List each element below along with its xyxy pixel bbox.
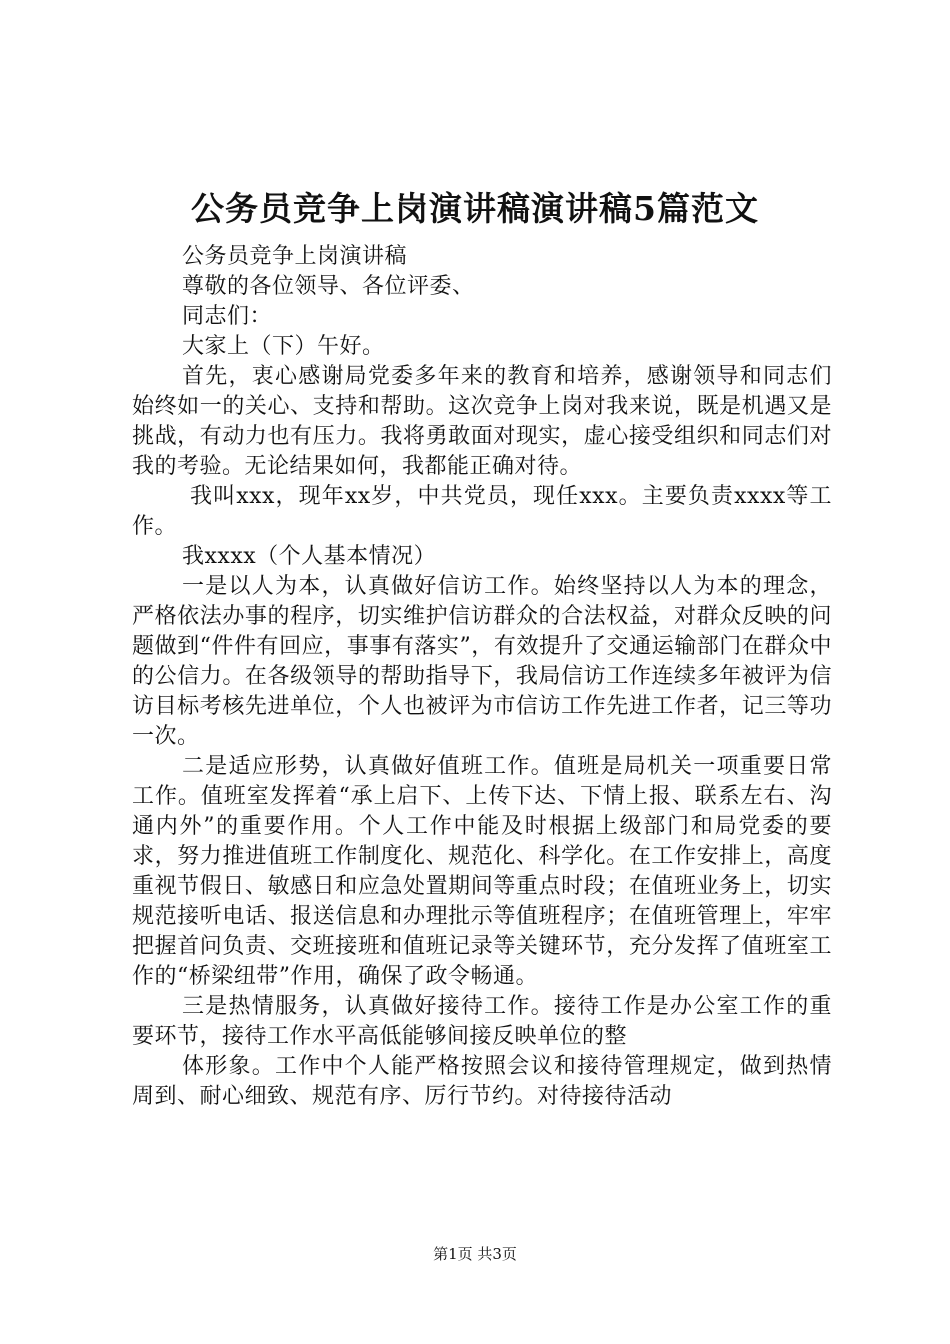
paragraph-salutation-2: 同志们： [182,304,273,329]
paragraph-introduction: 我叫xxx，现年xx岁，中共党员，现任xxx。主要负责xxxx等工作。 [132,484,832,539]
paragraph-petition-work: 一是以人为本，认真做好信访工作。始终坚持以人为本的理念，严格依法办事的程序，切实维护信访群众的合法权益，对群众反映的问题做到“件件有回应，事事有落实”，有效提升了交通运输部门在群众中的公信力。在各级领导的帮助指导下，我局信访工作连续多年被评为信访目标考核先进单位，个人也被评为市信访工作先进工作者，记三等功一次。 [132,574,832,749]
paragraph-reception-continued: 体形象。工作中个人能严格按照会议和接待管理规定，做到热情周到、耐心细致、规范有序、厉行节约。对待接待活动 [132,1054,832,1109]
document-body [132,242,832,1112]
paragraph-thanks: 首先，衷心感谢局党委多年来的教育和培养，感谢领导和同志们始终如一的关心、支持和帮助。这次竞争上岗对我来说，既是机遇又是挑战，有动力也有压力。我将勇敢面对现实，虚心接受组织和同志们对我的考验。无论结果如何，我都能正确对待。 [132,364,832,479]
paragraph-heading: 公务员竞争上岗演讲稿 [182,244,408,269]
paragraph-basic-info: 我xxxx（个人基本情况） [182,544,437,569]
paragraph-reception-work: 三是热情服务，认真做好接待工作。接待工作是办公室工作的重要环节，接待工作水平高低能够间接反映单位的整 [132,994,832,1049]
paragraph-duty-work: 二是适应形势，认真做好值班工作。值班是局机关一项重要日常工作。值班室发挥着“承上启下、上传下达、下情上报、联系左右、沟通内外”的重要作用。个人工作中能及时根据上级部门和局党委的要求，努力推进值班工作制度化、规范化、科学化。在工作安排上，高度重视节假日、敏感日和应急处置期间等重点时段；在值班业务上，切实规范接听电话、报送信息和办理批示等值班程序；在值班管理上，牢牢把握首问负责、交班接班和值班记录等关键环节，充分发挥了值班室工作的“桥梁纽带”作用，确保了政令畅通。 [132,754,832,989]
document-title: 公务员竞争上岗演讲稿演讲稿5篇范文 [191,189,759,228]
paragraph-greeting: 大家上（下）午好。 [182,334,385,359]
paragraph-salutation: 尊敬的各位领导、各位评委、 [182,274,475,299]
page-number-footer: 第1页 共3页 [433,1245,517,1263]
